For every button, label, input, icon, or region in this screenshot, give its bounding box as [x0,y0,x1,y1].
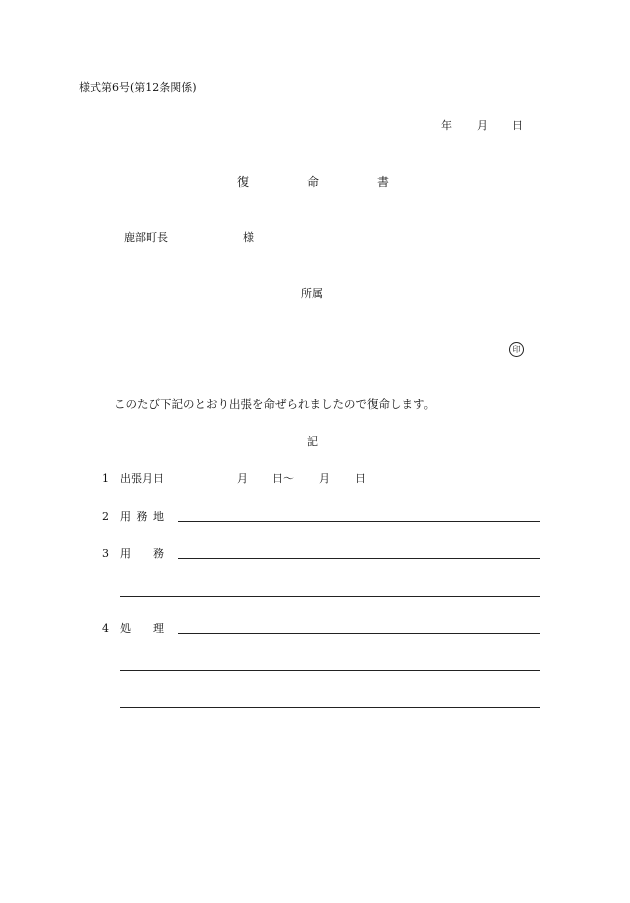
addressee-honorific: 様 [243,231,254,244]
item-4-input-line-1[interactable] [178,633,540,634]
item-2-label: 用 務 地 [120,510,165,523]
date-year-label: 年 [441,119,452,132]
item-2-number: 2 [102,510,109,523]
affiliation-label: 所属 [301,287,323,300]
item-1-month-2: 月 [319,472,330,485]
date-day-label: 日 [512,119,523,132]
addressee-name: 鹿部町長 [124,231,168,244]
item-2-input-line[interactable] [178,521,540,522]
intro-text: このたび下記のとおり出張を命ぜられましたので復命します。 [114,397,436,411]
item-4-input-line-2[interactable] [120,670,540,671]
document-title-char-2: 命 [307,175,320,189]
item-4-label: 処 理 [120,622,164,635]
form-number: 様式第6号(第12条関係) [79,81,197,94]
record-label: 記 [307,435,318,448]
seal-icon: 印 [509,342,524,357]
item-4-number: 4 [102,622,109,635]
item-1-number: 1 [102,472,109,485]
date-month-label: 月 [477,119,488,132]
item-3-input-line-2[interactable] [120,596,540,597]
item-1-month-1: 月 [237,472,248,485]
item-3-number: 3 [102,547,109,560]
document-title-char-3: 書 [377,175,390,189]
document-title-char-1: 復 [237,175,250,189]
item-1-day-range: 日〜 [272,472,294,485]
item-1-day-2: 日 [355,472,366,485]
item-1-label: 出張月日 [120,472,164,485]
item-3-input-line-1[interactable] [178,558,540,559]
item-4-input-line-3[interactable] [120,707,540,708]
item-3-label: 用 務 [120,547,164,560]
